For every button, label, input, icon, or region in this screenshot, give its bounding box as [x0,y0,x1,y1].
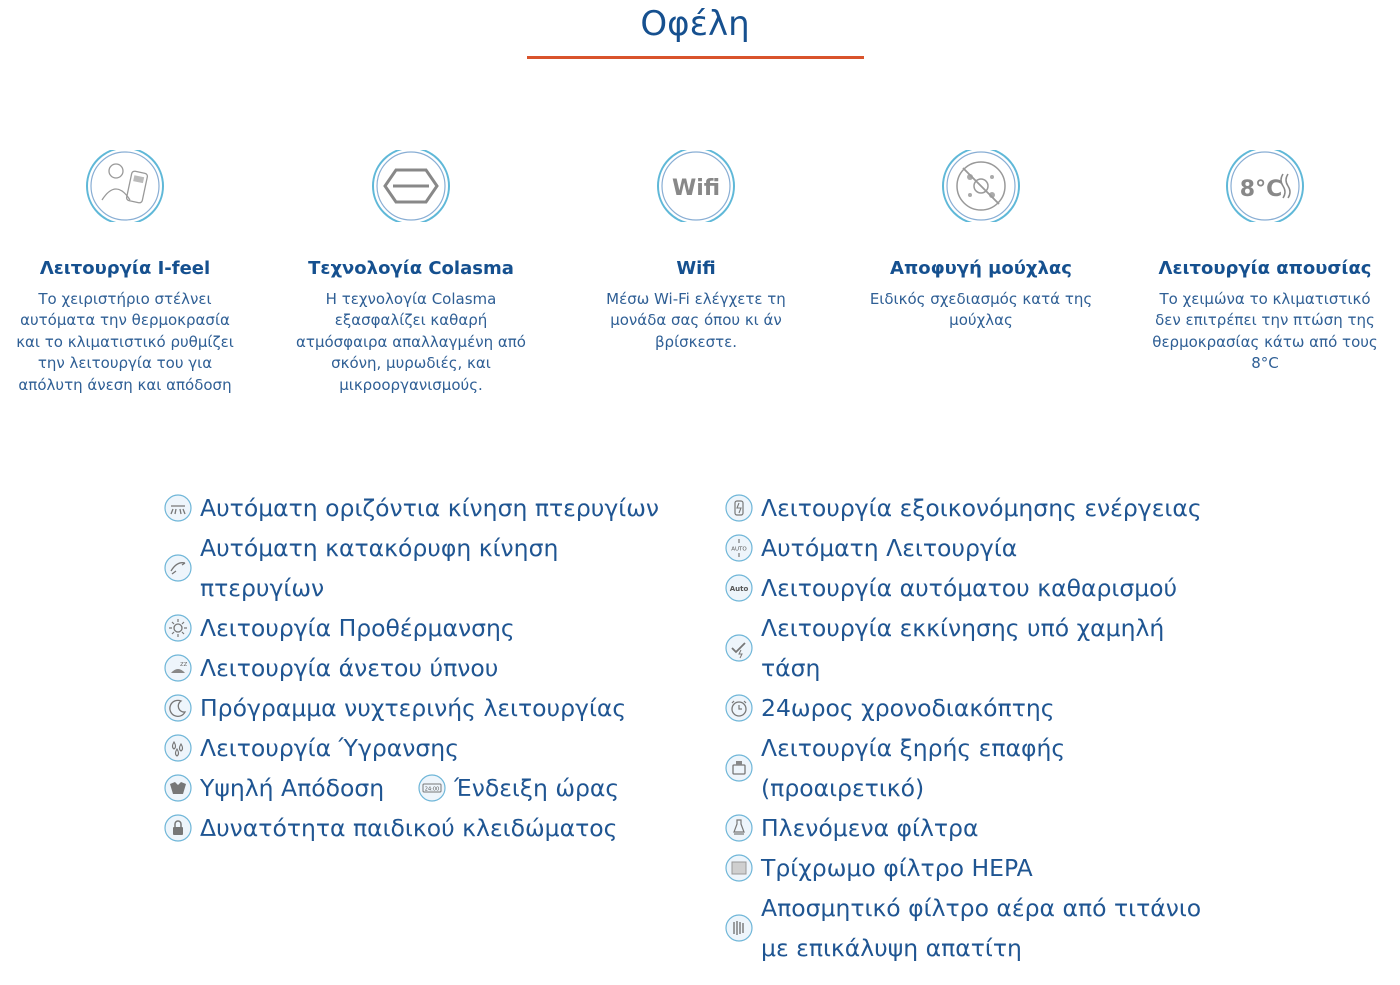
list-item-label: Πλενόμενα φίλτρα [761,814,979,842]
svg-text:8°C: 8°C [1239,177,1283,202]
anti-mold-icon [941,150,1021,222]
clock-display-icon [418,774,446,802]
list-item [418,768,619,808]
list-item-label: Αποσμητικό φίλτρο αέρα από τιτάνιο με επικάλυψη απατίτη [761,894,1202,962]
list-item [725,888,1225,968]
feature-title: Λειτουργία απουσίας [1158,258,1372,279]
vertical-swing-icon [164,554,192,582]
list-item [164,688,664,728]
list-item-pair [164,768,664,808]
list-item-label: Τρίχρωμο φίλτρο HEPA [761,854,1033,882]
list-item-label: Αυτόματη κατακόρυφη κίνηση πτερυγίων [200,534,559,602]
feature-colasma [296,150,526,396]
low-voltage-icon [725,634,753,662]
list-item-label: Λειτουργία Προθέρμανσης [200,614,515,642]
washable-filter-icon [725,814,753,842]
list-item [164,528,664,608]
feature-desc: Το χειμώνα το κλιματιστικό δεν επιτρέπει την πτώση της θερμοκρασίας κάτω από τους 8°C [1152,290,1378,373]
svg-text:24:00: 24:00 [424,786,440,793]
list-item [164,808,664,848]
feature-title: Λειτουργία I-feel [39,258,211,279]
feature-title: Αποφυγή μούχλας [890,258,1072,279]
list-item [725,728,1225,808]
preheat-icon [164,614,192,642]
list-item-label: Αυτόματη Λειτουργία [761,534,1018,562]
svg-text:Wifi: Wifi [671,176,721,201]
list-item-label: Λειτουργία άνετου ύπνου [200,654,499,682]
child-lock-icon [164,814,192,842]
list-item-label: Υψηλή Απόδοση [200,774,385,802]
energy-saving-icon [725,494,753,522]
list-item-label: Λειτουργία εκκίνησης υπό χαμηλή τάση [761,614,1165,682]
left-feature-list [164,488,664,848]
svg-text:Auto: Auto [729,585,749,593]
right-feature-list [725,488,1225,968]
8c-heating-icon [1225,150,1305,222]
feature-anti-mold [866,150,1096,332]
title-underline [527,56,864,59]
list-item [725,568,1225,608]
list-item [725,488,1225,528]
page-title: Οφέλη [640,4,750,44]
list-item [725,608,1225,688]
wifi-icon [656,150,736,222]
colasma-hexagon-icon [371,150,451,222]
timer-24h-icon [725,694,753,722]
list-item-label: Αυτόματη οριζόντια κίνηση πτερυγίων [200,494,660,522]
feature-wifi [581,150,811,353]
list-item [164,608,664,648]
list-item [725,808,1225,848]
list-item [164,648,664,688]
list-item-label: Λειτουργία εξοικονόμησης ενέργειας [761,494,1202,522]
sleep-icon [164,654,192,682]
list-item-label: Πρόγραμμα νυχτερινής λειτουργίας [200,694,627,722]
list-item [164,488,664,528]
list-item [164,728,664,768]
feature-title: Τεχνολογία Colasma [308,258,514,279]
list-item-label: Ένδειξη ώρας [454,774,620,802]
horizontal-swing-icon [164,494,192,522]
titanium-filter-icon [725,914,753,942]
humidify-icon [164,734,192,762]
svg-text:zz: zz [180,660,188,668]
list-item [725,688,1225,728]
auto-clean-icon [725,574,753,602]
list-item-label: 24ωρος χρονοδιακόπτης [761,694,1055,722]
list-item [725,528,1225,568]
svg-text:AUTO: AUTO [731,546,747,553]
feature-desc: Η τεχνολογία Colasma εξασφαλίζει καθαρή ατμόσφαιρα απαλλαγμένη από σκόνη, μυρωδιές, και μικροοργανισμούς. [296,290,526,394]
feature-absence-mode [1150,150,1380,375]
night-mode-icon [164,694,192,722]
list-item-label: Λειτουργία ξηρής επαφής (προαιρετικό) [761,734,1066,802]
feature-desc: Ειδικός σχεδιασμός κατά της μούχλας [869,290,1093,330]
feature-title: Wifi [676,258,716,279]
dry-contact-icon [725,754,753,782]
i-feel-remote-icon [85,150,165,222]
list-item-label: Λειτουργία Ύγρανσης [200,734,459,762]
list-item-label: Λειτουργία αυτόματου καθαρισμού [761,574,1178,602]
feature-desc: Το χειριστήριο στέλνει αυτόματα την θερμοκρασία και το κλιματιστικό ρυθμίζει την λειτουργία του για απόλυτη άνεση και απόδοση [16,290,234,394]
high-performance-icon [164,774,192,802]
feature-i-feel [10,150,240,396]
hepa-filter-icon [725,854,753,882]
list-item [164,768,384,808]
feature-desc: Μέσω Wi-Fi ελέγχετε τη μονάδα σας όπου κι άν βρίσκεστε. [606,290,786,351]
list-item-label: Δυνατότητα παιδικού κλειδώματος [200,814,618,842]
list-item [725,848,1225,888]
auto-mode-icon [725,534,753,562]
